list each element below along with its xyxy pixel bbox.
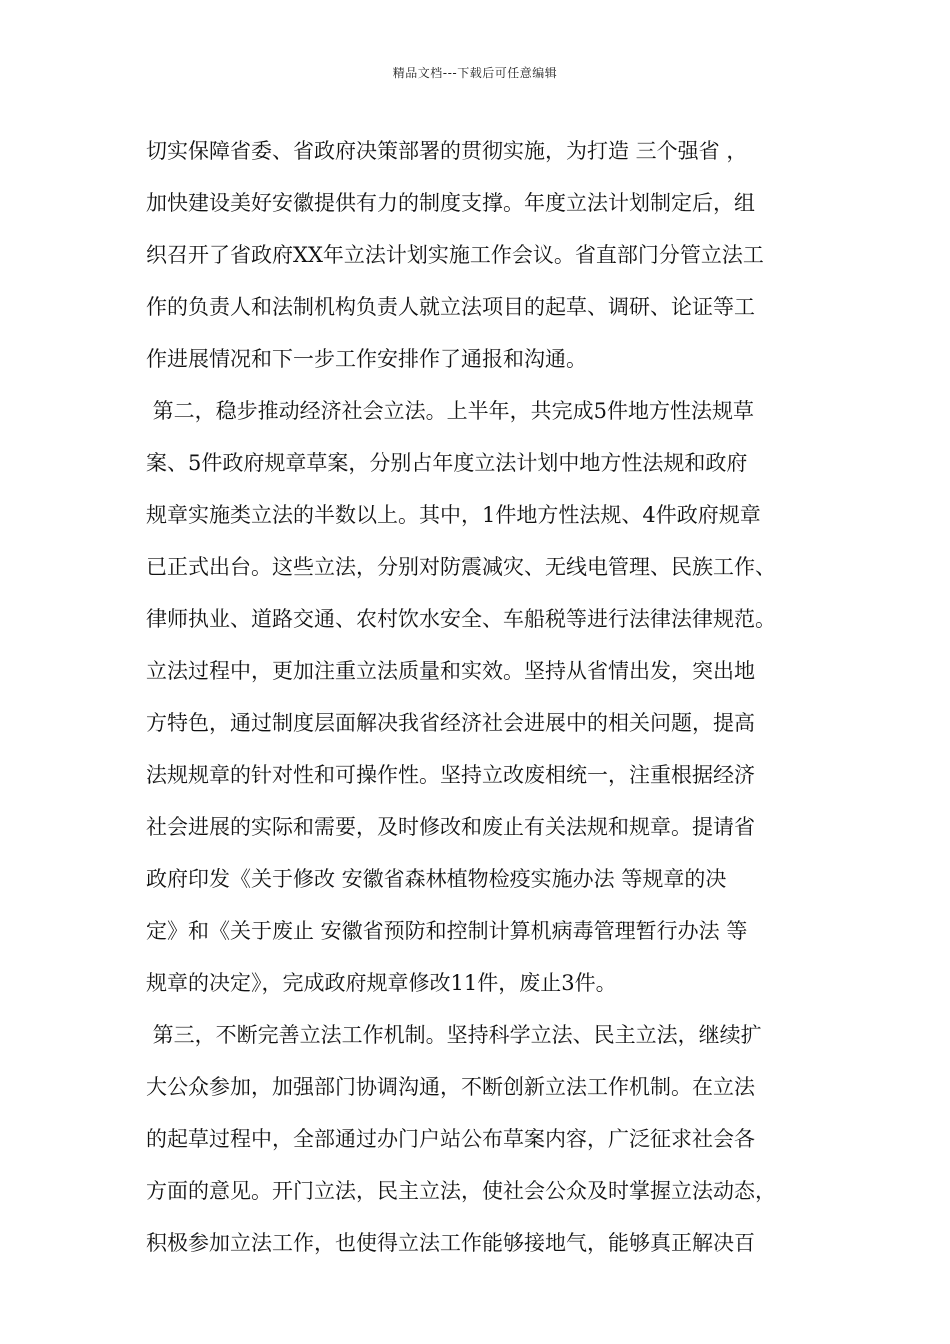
text-line: 案、5件政府规章草案，分别占年度立法计划中地方性法规和政府 bbox=[146, 451, 748, 475]
text-line: 定》和《关于废止 安徽省预防和控制计算机病毒管理暂行办法 等 bbox=[146, 919, 748, 943]
text-line: 政府印发《关于修改 安徽省森林植物检疫实施办法 等规章的决 bbox=[146, 867, 727, 891]
text-line: 作进展情况和下一步工作安排作了通报和沟通。 bbox=[146, 347, 587, 371]
text-line: 已正式出台。这些立法，分别对防震减灾、无线电管理、民族工作、 bbox=[146, 555, 776, 579]
text-line: 第三，不断完善立法工作机制。坚持科学立法、民主立法，继续扩 bbox=[146, 1023, 762, 1047]
text-line: 切实保障省委、省政府决策部署的贯彻实施，为打造 三个强省 ， bbox=[146, 139, 748, 163]
text-line: 规章的决定》，完成政府规章修改11件，废止3件。 bbox=[146, 971, 617, 995]
text-line: 方特色，通过制度层面解决我省经济社会进展中的相关问题，提高 bbox=[146, 711, 755, 735]
text-line: 律师执业、道路交通、农村饮水安全、车船税等进行法律法律规范。 bbox=[146, 607, 776, 631]
page-header: 精品文档---下载后可任意编辑 bbox=[392, 66, 558, 80]
text-line: 大公众参加，加强部门协调沟通，不断创新立法工作机制。在立法 bbox=[146, 1075, 755, 1099]
text-line: 作的负责人和法制机构负责人就立法项目的起草、调研、论证等工 bbox=[146, 295, 755, 319]
body-text bbox=[146, 125, 826, 1269]
text-line: 的起草过程中，全部通过办门户站公布草案内容，广泛征求社会各 bbox=[146, 1127, 755, 1151]
text-line: 积极参加立法工作，也使得立法工作能够接地气，能够真正解决百 bbox=[146, 1231, 755, 1255]
text-line: 社会进展的实际和需要，及时修改和废止有关法规和规章。提请省 bbox=[146, 815, 755, 839]
text-line: 立法过程中，更加注重立法质量和实效。坚持从省情出发，突出地 bbox=[146, 659, 755, 683]
text-line: 方面的意见。开门立法，民主立法，使社会公众及时掌握立法动态， bbox=[146, 1179, 776, 1203]
text-line: 第二，稳步推动经济社会立法。上半年，共完成5件地方性法规草 bbox=[146, 399, 755, 423]
text-line: 法规规章的针对性和可操作性。坚持立改废相统一，注重根据经济 bbox=[146, 763, 755, 787]
text-line: 织召开了省政府XX年立法计划实施工作会议。省直部门分管立法工 bbox=[146, 243, 764, 267]
text-line: 加快建设美好安徽提供有力的制度支撑。年度立法计划制定后，组 bbox=[146, 191, 755, 215]
text-line: 规章实施类立法的半数以上。其中，1件地方性法规、4件政府规章 bbox=[146, 503, 761, 527]
